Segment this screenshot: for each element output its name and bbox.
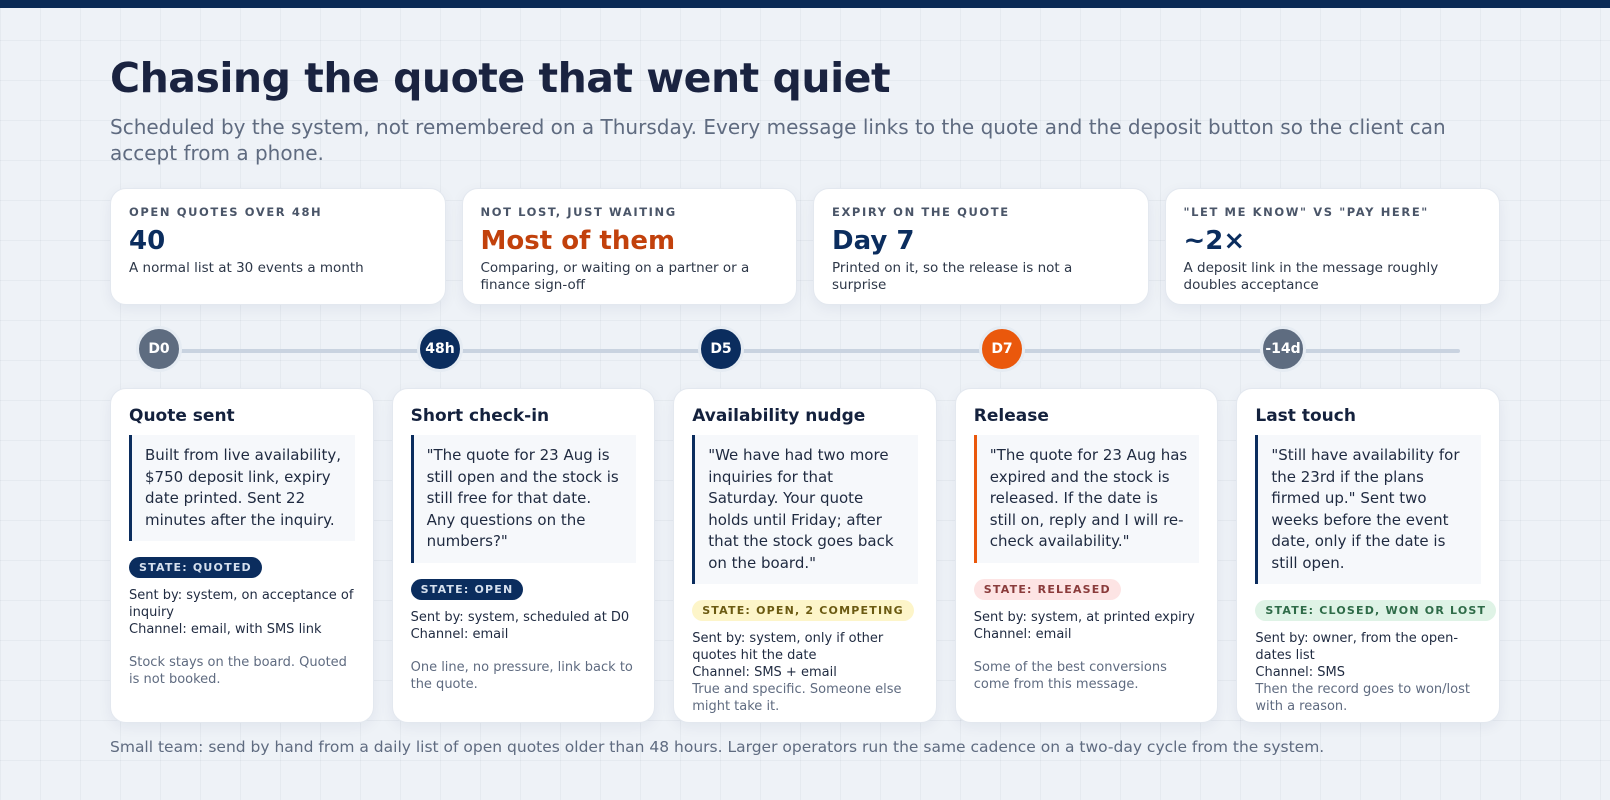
status-badge: STATE: OPEN, 2 COMPETING <box>692 600 914 621</box>
step-meta <box>129 587 355 638</box>
step-cards <box>110 388 1500 723</box>
stat-label: NOT LOST, JUST WAITING <box>480 205 677 219</box>
timeline-marker-minus-14d: -14d <box>1260 326 1306 372</box>
stat-label: OPEN QUOTES OVER 48H <box>129 205 323 219</box>
stat-row <box>110 188 1500 305</box>
step-title: Short check-in <box>410 406 550 426</box>
stat-description: Printed on it, so the release is not a surprise <box>832 260 1073 293</box>
step-message: "Still have availability for the 23rd if the plans firmed up." Sent two weeks before the event date, only if the date is still open. <box>1255 435 1481 584</box>
channel-text: Channel: email <box>973 626 1072 642</box>
step-message: "We have had two more inquiries for that Saturday. Your quote holds until Friday; after that the stock goes back on the board." <box>692 435 918 584</box>
stat-card-open-quotes <box>110 188 446 305</box>
top-accent-bar <box>0 0 1610 8</box>
status-badge: STATE: OPEN <box>411 579 524 600</box>
channel-text: Channel: email <box>410 626 509 642</box>
step-card-last-touch <box>1236 388 1500 723</box>
step-title: Release <box>973 406 1049 426</box>
timeline-marker-d0: D0 <box>136 326 182 372</box>
step-note: True and specific. Someone else might take it. <box>692 682 902 714</box>
sent-by-text: Sent by: system, scheduled at D0 <box>410 609 630 625</box>
step-card-quote-sent <box>110 388 374 723</box>
stat-label: EXPIRY ON THE QUOTE <box>832 205 1010 219</box>
step-title: Quote sent <box>129 406 235 426</box>
step-meta <box>692 630 918 681</box>
sent-by-text: Sent by: owner, from the open-dates list <box>1255 631 1459 663</box>
sent-by-text: Sent by: system, at printed expiry <box>973 609 1195 625</box>
step-note: Some of the best conversions come from this message. <box>973 659 1167 692</box>
step-meta <box>974 609 1200 643</box>
timeline-marker-d5: D5 <box>698 326 744 372</box>
stat-description: Comparing, or waiting on a partner or a finance sign-off <box>480 260 750 293</box>
step-message: Built from live availability, $750 deposit link, expiry date printed. Sent 22 minutes after the inquiry. <box>129 435 355 541</box>
step-meta <box>1255 630 1481 681</box>
stat-value: 40 <box>129 226 166 256</box>
page-subtitle: Scheduled by the system, not remembered on a Thursday. Every message links to the quote and the deposit button so the client can accept from a phone. <box>110 115 1446 165</box>
sent-by-text: Sent by: system, on acceptance of inquiry <box>129 588 354 620</box>
step-card-short-check-in <box>392 388 656 723</box>
status-badge: STATE: CLOSED, WON OR LOST <box>1255 600 1496 621</box>
channel-text: Channel: SMS <box>1255 665 1345 680</box>
stat-card-deposit-link <box>1165 188 1501 305</box>
step-message: "The quote for 23 Aug is still open and the stock is still free for that date. Any questions on the numbers?" <box>411 435 637 563</box>
step-meta <box>411 609 637 643</box>
stat-value: Day 7 <box>832 226 915 256</box>
stat-value: Most of them <box>480 226 676 256</box>
channel-text: Channel: SMS + email <box>692 665 837 680</box>
step-title: Availability nudge <box>692 406 866 426</box>
step-card-availability-nudge <box>673 388 937 723</box>
step-card-release <box>955 388 1219 723</box>
stat-value: ~2× <box>1183 226 1246 256</box>
step-title: Last touch <box>1255 406 1356 426</box>
stat-description: A deposit link in the message roughly doubles acceptance <box>1183 260 1439 293</box>
status-badge: STATE: RELEASED <box>974 579 1121 600</box>
stat-label: "LET ME KNOW" VS "PAY HERE" <box>1183 205 1429 219</box>
channel-text: Channel: email, with SMS link <box>129 622 322 637</box>
timeline-marker-d7: D7 <box>979 326 1025 372</box>
stat-card-not-lost <box>462 188 798 305</box>
stat-description: A normal list at 30 events a month <box>129 260 364 276</box>
timeline <box>110 326 1500 374</box>
footer-note: Small team: send by hand from a daily list of open quotes older than 48 hours. Larger operators run the same cadence on a two-day cycle from the system. <box>110 738 1325 756</box>
sent-by-text: Sent by: system, only if other quotes hit the date <box>692 631 884 663</box>
step-message: "The quote for 23 Aug has expired and the stock is released. If the date is still on, reply and I will re-check availability." <box>974 435 1200 563</box>
stat-card-expiry <box>813 188 1149 305</box>
page-title: Chasing the quote that went quiet <box>110 54 891 102</box>
status-badge: STATE: QUOTED <box>129 557 262 578</box>
step-note: One line, no pressure, link back to the quote. <box>410 659 633 692</box>
step-note: Then the record goes to won/lost with a reason. <box>1255 682 1470 714</box>
step-note: Stock stays on the board. Quoted is not booked. <box>129 655 347 687</box>
timeline-marker-48h: 48h <box>417 326 463 372</box>
